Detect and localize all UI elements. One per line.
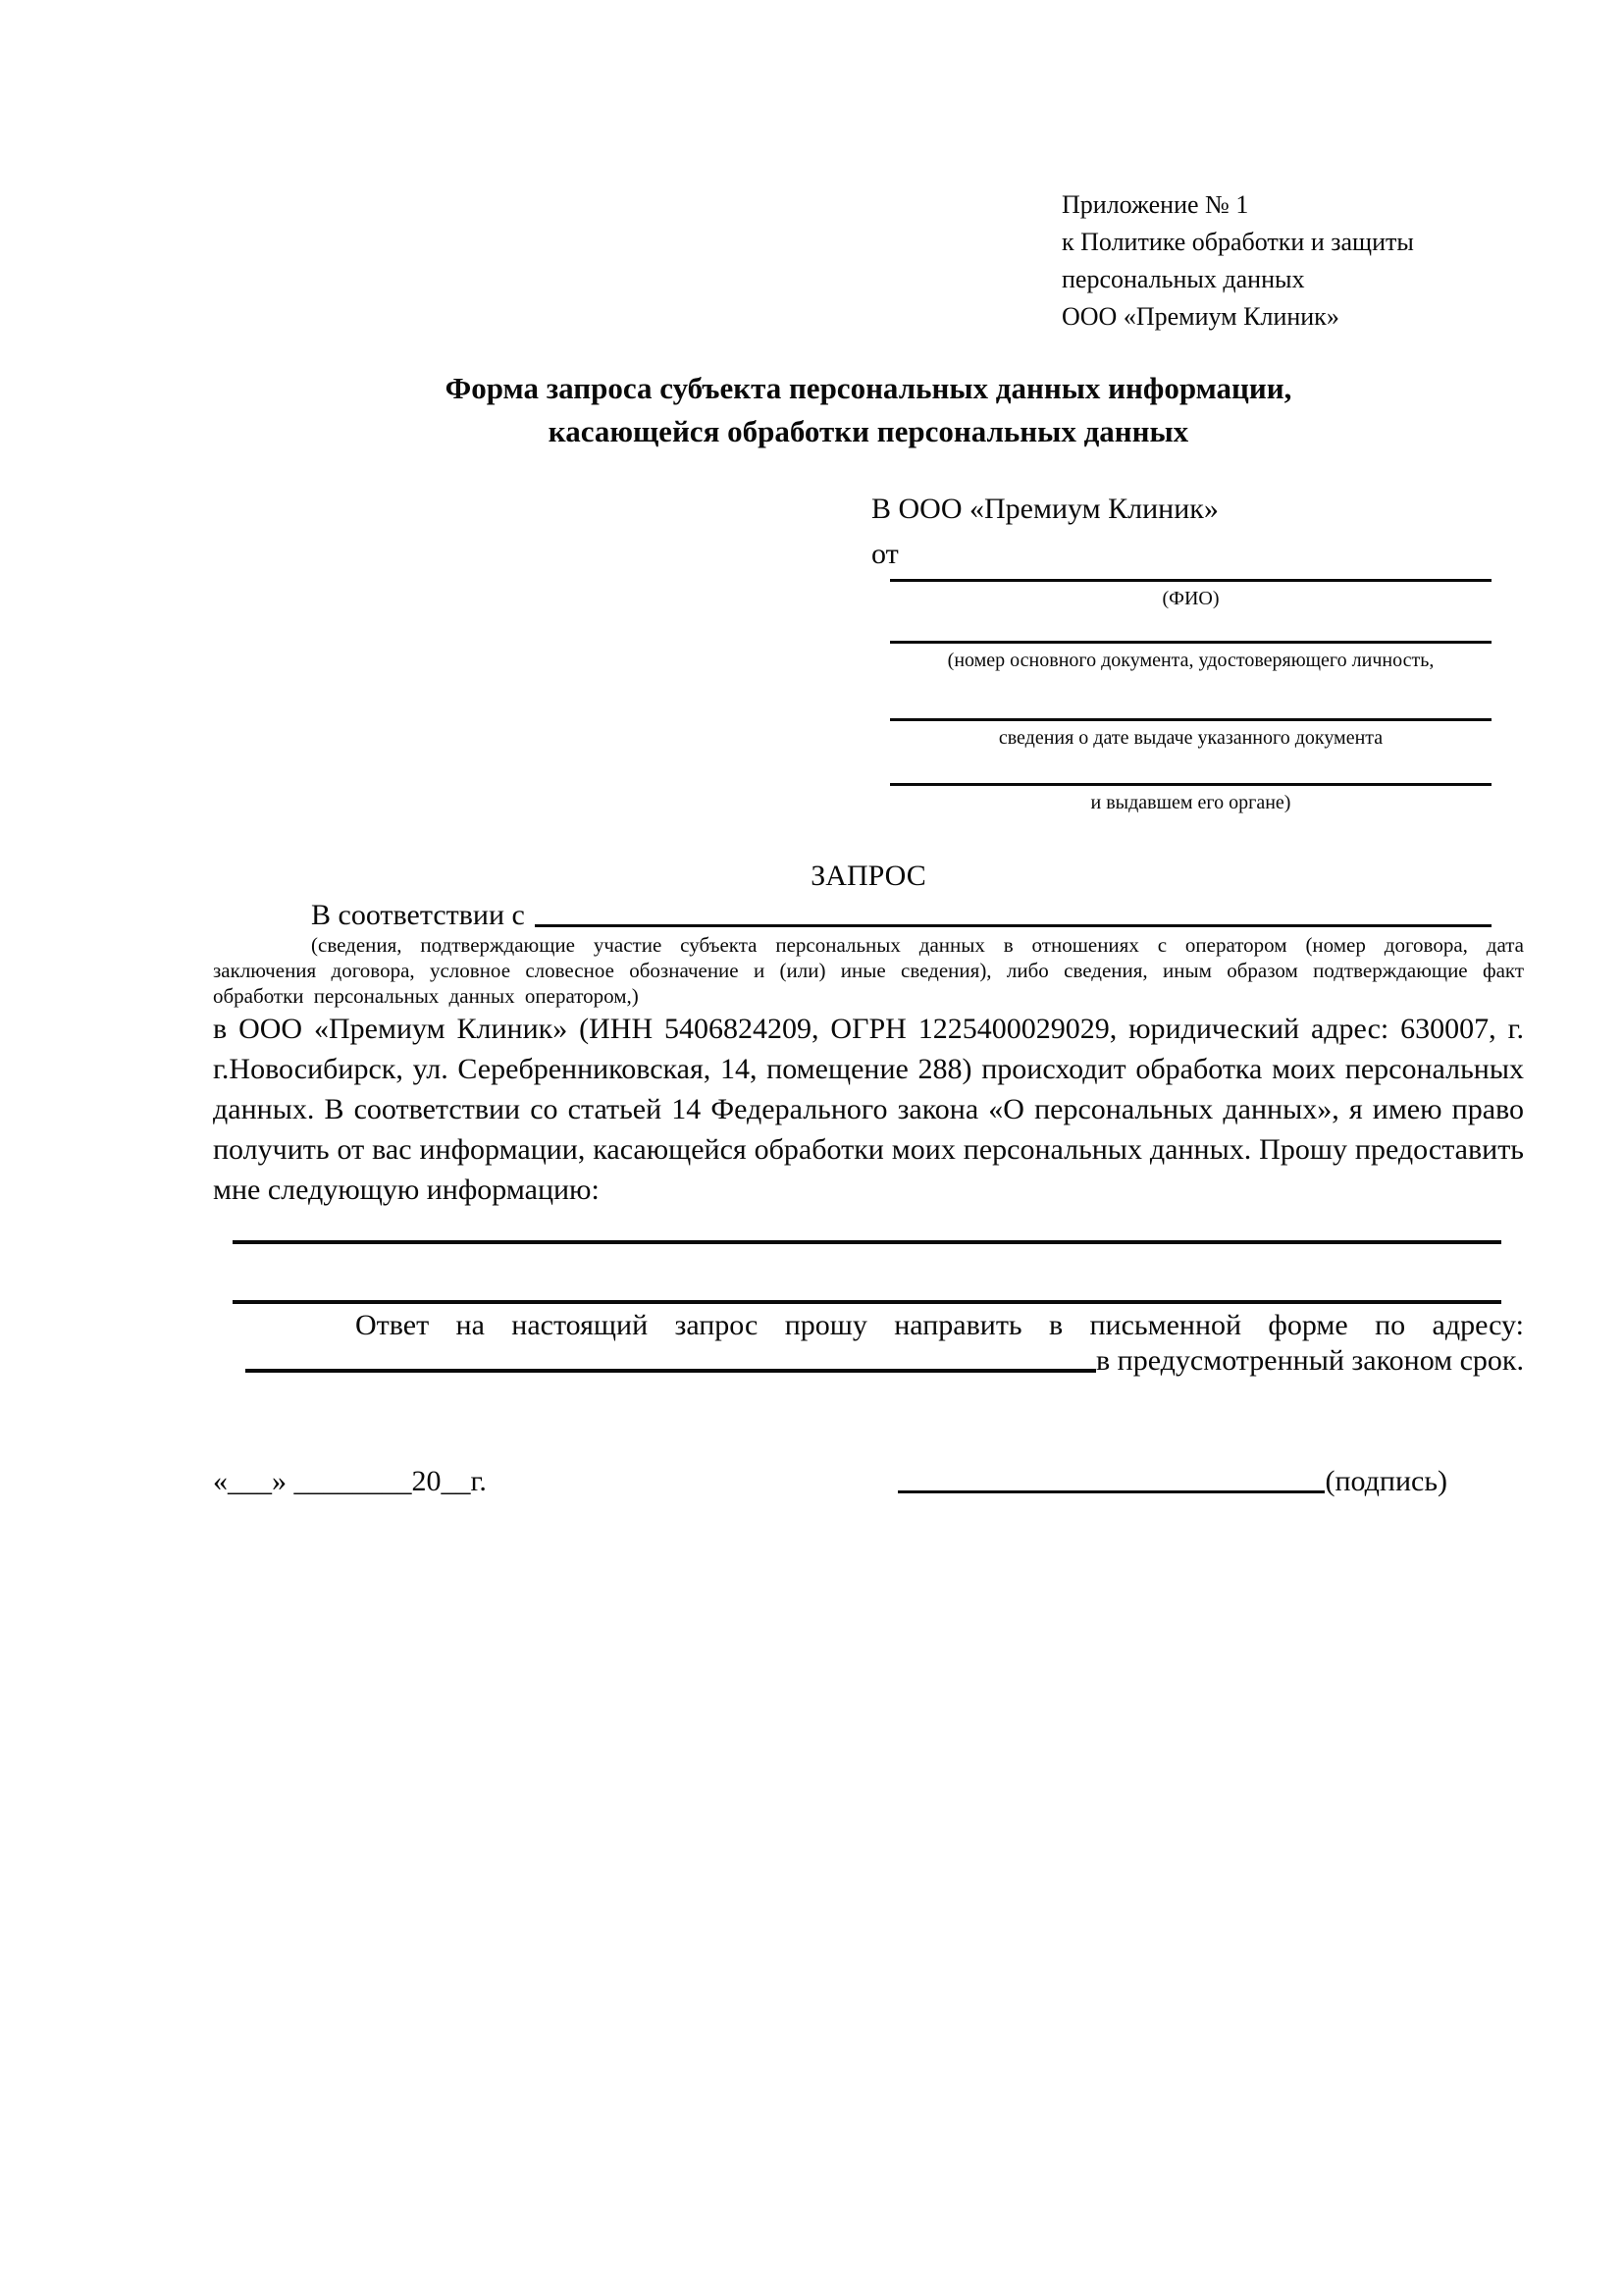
addressee-from-label: от [871,538,899,570]
signature-caption: (подпись) [1325,1465,1447,1497]
request-heading: ЗАПРОС [811,860,926,892]
fio-caption: (ФИО) [1162,588,1220,609]
basis-blank-line [535,924,1492,927]
reply-address-row [245,1344,1524,1378]
annex-line: персональных данных [1062,265,1305,293]
info-blank-line-2 [233,1300,1501,1304]
fio-blank-line [890,579,1492,582]
reply-instruction: Ответ на настоящий запрос прошу направить в письменной форме по адресу: [355,1309,1524,1341]
document-number-blank-line [890,641,1492,644]
issuing-authority-caption: и выдавшем его органе) [1090,792,1291,813]
document-number-caption: (номер основного документа, удостоверяющего личность, [947,650,1435,671]
reply-deadline: в предусмотренный законом срок. [1096,1344,1524,1377]
issuing-authority-blank-line [890,783,1492,786]
basis-row [311,899,1492,932]
form-title-line: касающейся обработки персональных данных [548,414,1189,448]
signature-row [898,1465,1447,1498]
info-blank-line-1 [233,1240,1501,1244]
annex-line: ООО «Премиум Клиник» [1062,302,1339,331]
form-title-line: Форма запроса субъекта персональных данных информации, [445,371,1292,405]
issue-date-caption: сведения о дате выдаче указанного документа [998,727,1384,749]
address-blank-line [245,1369,1096,1373]
basis-footnote: (сведения, подтверждающие участие субъекта персональных данных в отношениях с оператором (номер договора, дата заключения договора, условное словесное обозначение и (или) иные сведения), либо сведения, иным образом подтверждающие факт обработки персональных данных оператором,) [213,933,1524,1008]
addressee-org: В ООО «Премиум Клиник» [871,493,1219,525]
annex-line: к Политике обработки и защиты [1062,228,1414,256]
basis-prefix: В соответствии с [311,899,525,931]
form-title [213,367,1524,453]
annex-line: Приложение № 1 [1062,190,1249,219]
annex-reference [1062,186,1414,336]
request-body: в ООО «Премиум Клиник» (ИНН 5406824209, ОГРН 1225400029029, юридический адрес: 630007, г. г.Новосибирск, ул. Серебренниковская, 14, помещение 288) происходит обработка моих персональных данных. В соответствии со статьей 14 Федерального закона «О персональных данных», я имею право получить от вас информации, касающейся обработки моих персональных данных. Прошу предоставить мне следующую информацию: [213,1013,1524,1206]
signature-blank-line [898,1490,1325,1493]
issue-date-blank-line [890,718,1492,721]
date-blank: «___» ________20__г. [213,1465,487,1497]
